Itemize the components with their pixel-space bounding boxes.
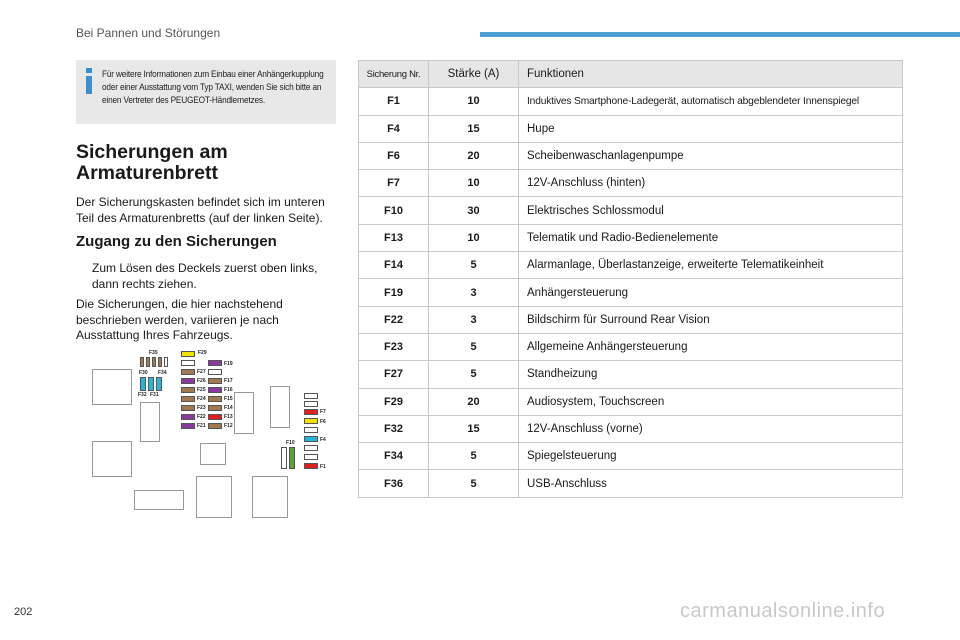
amperage-cell: 5	[429, 252, 519, 279]
fuse-f15	[208, 396, 222, 402]
amperage-cell: 10	[429, 170, 519, 197]
header-accent-bar	[480, 32, 960, 37]
info-text: Für weitere Informationen zum Einbau einer Anhängerkupplung oder einer Ausstattung vom Typ TAXI, wenden Sie sich bitte an einen Vertreter des PEUGEOT-Händlernetzes.	[102, 69, 324, 105]
section-title: Sicherungen am Armaturenbrett	[76, 141, 228, 184]
function-cell: Anhängersteuerung	[519, 279, 903, 306]
subsection-title: Zugang zu den Sicherungen	[76, 233, 277, 250]
fuse-number-cell: F4	[359, 115, 429, 142]
fuse	[304, 401, 318, 407]
fuse-number-cell: F32	[359, 415, 429, 442]
fuse-f27	[181, 369, 195, 375]
bullet-text: Zum Lösen des Deckels zuerst oben links, dann rechts ziehen.	[92, 261, 318, 291]
fuse-label: F31	[150, 392, 159, 398]
fuse-number-cell: F10	[359, 197, 429, 224]
relay-box	[134, 490, 184, 510]
amperage-cell: 15	[429, 115, 519, 142]
page-number: 202	[14, 606, 33, 618]
fuse-f30	[140, 377, 146, 391]
fuse-f17	[208, 378, 222, 384]
table-row	[359, 443, 903, 470]
fuse-f19	[208, 360, 222, 366]
fuse-box-diagram	[76, 345, 346, 530]
function-cell: Elektrisches Schlossmodul	[519, 197, 903, 224]
table-row	[359, 361, 903, 388]
intro-paragraph: Der Sicherungskasten befindet sich im unteren Teil des Armaturenbretts (auf der linken Seite).	[76, 195, 325, 225]
fuse-label: F13	[224, 414, 233, 420]
amperage-cell: 5	[429, 333, 519, 360]
amperage-cell: 5	[429, 443, 519, 470]
fuse-label: F12	[224, 423, 233, 429]
column-header-amperage: Stärke (A)	[429, 61, 519, 88]
amperage-cell: 20	[429, 142, 519, 169]
fuse-label: F34	[158, 370, 167, 376]
fuse	[304, 454, 318, 460]
function-cell: Alarmanlage, Überlastanzeige, erweiterte Telematikeinheit	[519, 252, 903, 279]
amperage-cell: 10	[429, 88, 519, 115]
fuse-f21	[181, 423, 195, 429]
fuse-number-cell: F23	[359, 333, 429, 360]
fuse-label: F25	[197, 387, 206, 393]
fuse-f24	[181, 396, 195, 402]
function-cell: Bildschirm für Surround Rear Vision	[519, 306, 903, 333]
fuse-number-cell: F14	[359, 252, 429, 279]
function-cell: Standheizung	[519, 361, 903, 388]
amperage-cell: 5	[429, 361, 519, 388]
fuse-f25	[181, 387, 195, 393]
fuse-f34	[156, 377, 162, 391]
fuse-label: F14	[224, 405, 233, 411]
fuse-label: F19	[224, 361, 233, 367]
function-cell: Hupe	[519, 115, 903, 142]
table-row	[359, 115, 903, 142]
function-cell: 12V-Anschluss (vorne)	[519, 415, 903, 442]
fuse-number-cell: F29	[359, 388, 429, 415]
table-row	[359, 388, 903, 415]
fuse-f14	[208, 405, 222, 411]
function-cell: Induktives Smartphone-Ladegerät, automatisch abgeblendeter Innenspiegel	[519, 88, 903, 115]
fuse-number-cell: F36	[359, 470, 429, 497]
fuse-table	[358, 60, 903, 498]
amperage-cell: 20	[429, 388, 519, 415]
info-box	[76, 60, 336, 124]
function-cell: USB-Anschluss	[519, 470, 903, 497]
fuse-label: F6	[320, 419, 326, 425]
amperage-cell: 3	[429, 306, 519, 333]
table-row	[359, 252, 903, 279]
amperage-cell: 10	[429, 224, 519, 251]
table-row	[359, 88, 903, 115]
fuse-label: F30	[139, 370, 148, 376]
fuse	[148, 377, 154, 391]
table-row	[359, 170, 903, 197]
fuse-label: F27	[197, 369, 206, 375]
fuse	[146, 357, 150, 367]
fuse	[281, 447, 287, 469]
column-header-number: Sicherung Nr.	[359, 61, 429, 88]
amperage-cell: 3	[429, 279, 519, 306]
fuse-label: F35	[149, 350, 158, 356]
instruction-bullet	[76, 261, 338, 292]
fuse-number-cell: F7	[359, 170, 429, 197]
table-row	[359, 333, 903, 360]
function-cell: Spiegelsteuerung	[519, 443, 903, 470]
fuse-f10	[289, 447, 295, 469]
function-cell: Allgemeine Anhängersteuerung	[519, 333, 903, 360]
fuse-label: F16	[224, 387, 233, 393]
column-header-functions: Funktionen	[519, 61, 903, 88]
fuse-f4	[304, 436, 318, 442]
fuse-f13	[208, 414, 222, 420]
fuse-label: F26	[197, 378, 206, 384]
table-row	[359, 470, 903, 497]
watermark: carmanualsonline.info	[680, 600, 886, 622]
section-header: Bei Pannen und Störungen	[76, 26, 221, 40]
fuse-label: F1	[320, 464, 326, 470]
fuse-f7	[304, 409, 318, 415]
fuse-label: F29	[198, 350, 207, 356]
function-cell: 12V-Anschluss (hinten)	[519, 170, 903, 197]
fuse-label: F4	[320, 437, 326, 443]
fuse	[304, 427, 318, 433]
relay-box	[196, 476, 232, 518]
relay-box	[252, 476, 288, 518]
fuse-f6	[304, 418, 318, 424]
fuse	[304, 445, 318, 451]
note-paragraph: Die Sicherungen, die hier nachstehend beschrieben werden, variieren je nach Ausstattung Ihres Fahrzeugs.	[76, 297, 283, 342]
relay-box	[140, 402, 160, 442]
fuse-f23	[181, 405, 195, 411]
table-row	[359, 415, 903, 442]
amperage-cell: 30	[429, 197, 519, 224]
fuse-number-cell: F19	[359, 279, 429, 306]
fuse-label: F24	[197, 396, 206, 402]
fuse-f22	[181, 414, 195, 420]
relay-box	[92, 441, 132, 477]
fuse-label: F21	[197, 423, 206, 429]
fuse-f1	[304, 463, 318, 469]
fuse-number-cell: F27	[359, 361, 429, 388]
table-row	[359, 306, 903, 333]
fuse-label: F17	[224, 378, 233, 384]
relay-box	[234, 392, 254, 434]
function-cell: Scheibenwaschanlagenpumpe	[519, 142, 903, 169]
fuse-number-cell: F22	[359, 306, 429, 333]
fuse	[164, 357, 168, 367]
fuse-label: F22	[197, 414, 206, 420]
amperage-cell: 5	[429, 470, 519, 497]
fuse-number-cell: F13	[359, 224, 429, 251]
fuse-label: F10	[286, 440, 295, 446]
fuse	[304, 393, 318, 399]
fuse-label: F32	[138, 392, 147, 398]
relay-box	[92, 369, 132, 405]
table-row	[359, 142, 903, 169]
fuse	[181, 360, 195, 366]
fuse-f12	[208, 423, 222, 429]
fuse-label: F7	[320, 409, 326, 415]
fuse-f35	[140, 357, 144, 367]
fuse-number-cell: F1	[359, 88, 429, 115]
fuse	[152, 357, 156, 367]
fuse	[158, 357, 162, 367]
table-row	[359, 224, 903, 251]
table-row	[359, 279, 903, 306]
fuse-label: F15	[224, 396, 233, 402]
function-cell: Audiosystem, Touchscreen	[519, 388, 903, 415]
fuse	[208, 369, 222, 375]
function-cell: Telematik und Radio-Bedienelemente	[519, 224, 903, 251]
table-header-row	[359, 61, 903, 88]
amperage-cell: 15	[429, 415, 519, 442]
relay-box	[270, 386, 290, 428]
table-row	[359, 197, 903, 224]
fuse-f16	[208, 387, 222, 393]
info-icon	[83, 68, 95, 94]
fuse-number-cell: F34	[359, 443, 429, 470]
relay-box	[200, 443, 226, 465]
fuse-f26	[181, 378, 195, 384]
fuse-f29	[181, 351, 195, 357]
fuse-number-cell: F6	[359, 142, 429, 169]
fuse-label: F23	[197, 405, 206, 411]
